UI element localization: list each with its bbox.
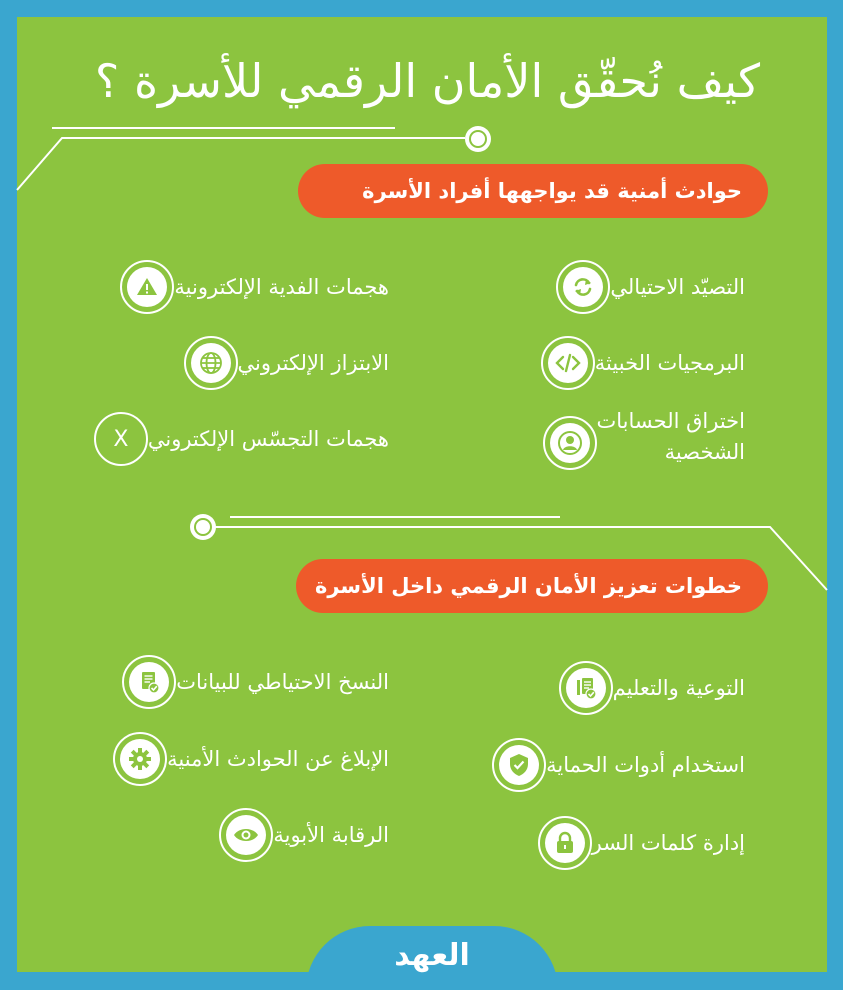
user-icon: [543, 416, 597, 470]
x-glyph: X: [113, 426, 129, 452]
item-label: هجمات الفدية الإلكترونية: [174, 275, 389, 299]
documents-check-icon: [559, 661, 613, 715]
item-label: الرقابة الأبوية: [273, 823, 389, 847]
list-item: [219, 808, 409, 862]
gear-icon: [113, 732, 167, 786]
list-item: [113, 732, 409, 786]
item-label-line2: الشخصية: [664, 440, 745, 464]
document-check-icon: [122, 655, 176, 709]
refresh-icon: [556, 260, 610, 314]
brand-logo: العهد: [394, 938, 470, 973]
page-title: كيف نُحقّق الأمان الرقمي للأسرة ؟: [94, 54, 760, 108]
item-label-multiline: [597, 406, 745, 468]
item-label: البرمجيات الخبيثة: [594, 351, 745, 375]
item-label: الإبلاغ عن الحوادث الأمنية: [167, 747, 389, 771]
list-item: [122, 655, 409, 709]
list-item: [538, 816, 765, 870]
list-item: [120, 260, 409, 314]
globe-icon: [184, 336, 238, 390]
item-label: النسخ الاحتياطي للبيانات: [176, 670, 389, 694]
list-item: [559, 661, 765, 715]
x-icon: [94, 412, 148, 466]
section2-heading: خطوات تعزيز الأمان الرقمي داخل الأسرة: [296, 559, 768, 613]
list-item: [184, 336, 409, 390]
list-item: [543, 404, 765, 470]
eye-icon: [219, 808, 273, 862]
list-item: [492, 738, 765, 792]
list-item: [541, 336, 765, 390]
lock-icon: [538, 816, 592, 870]
item-label: إدارة كلمات السر: [591, 831, 745, 855]
item-label: التصيّد الاحتيالي: [610, 275, 745, 299]
warning-icon: [120, 260, 174, 314]
item-label: التوعية والتعليم: [612, 676, 745, 700]
item-label: الابتزاز الإلكتروني: [237, 351, 389, 375]
item-label-line1: اختراق الحسابات: [596, 409, 745, 433]
item-label: استخدام أدوات الحماية: [546, 753, 745, 777]
list-item: [94, 412, 409, 466]
code-icon: [541, 336, 595, 390]
section1-heading: حوادث أمنية قد يواجهها أفراد الأسرة: [298, 164, 768, 218]
item-label: هجمات التجسّس الإلكتروني: [147, 427, 389, 451]
list-item: [556, 260, 765, 314]
shield-check-icon: [492, 738, 546, 792]
